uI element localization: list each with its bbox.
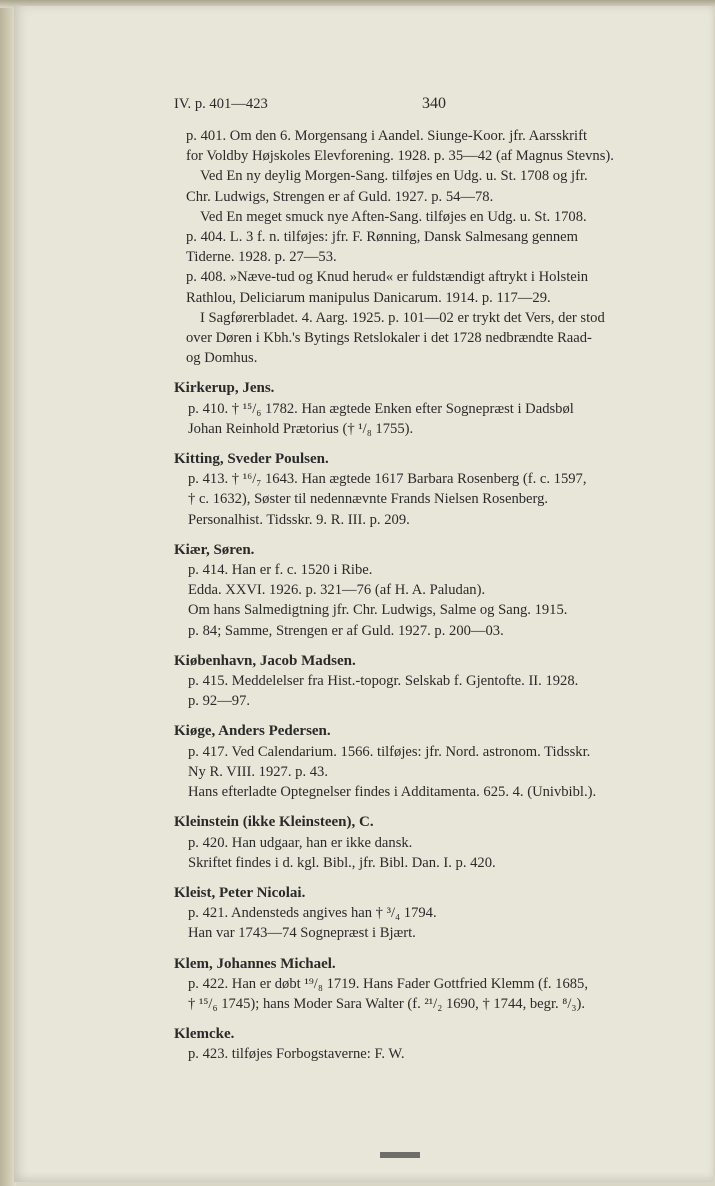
entry-heading: Klemcke.	[174, 1026, 235, 1043]
text-line: Om hans Salmedigtning jfr. Chr. Ludwigs, Salme og Sang. 1915.	[188, 602, 568, 619]
text-line: p. 401. Om den 6. Morgensang i Aandel. Siunge-Koor. jfr. Aarsskrift	[186, 128, 588, 144]
text-line: Ved En meget smuck nye Aften-Sang. tilføjes en Udg. u. St. 1708.	[200, 208, 587, 225]
text-line: Chr. Ludwigs, Strengen er af Guld. 1927. p. 54—78.	[186, 188, 494, 205]
entry-heading: Kitting, Sveder Poulsen.	[174, 451, 329, 468]
entry-kiaer	[174, 540, 684, 641]
text-line: p. 415. Meddelelser fra Hist.-topogr. Selskab f. Gjentofte. II. 1928.	[188, 673, 579, 690]
entry-heading: Kleist, Peter Nicolai.	[174, 884, 306, 901]
text-line: Skriftet findes i d. kgl. Bibl., jfr. Bibl. Dan. I. p. 420.	[188, 854, 496, 871]
text-line: p. 413. † ¹⁶/₇ 1643. Han ægtede 1617 Barbara Rosenberg (f. c. 1597,	[188, 471, 587, 488]
entry-kioge	[174, 721, 684, 802]
entry-klemcke	[174, 1024, 684, 1064]
entry-kitting	[174, 449, 684, 530]
intro-notes	[186, 126, 684, 368]
printer-mark	[380, 1152, 420, 1158]
entry-kleinstein	[174, 812, 684, 873]
text-line: p. 404. L. 3 f. n. tilføjes: jfr. F. Rønning, Dansk Salmesang gennem	[186, 229, 579, 246]
page-number: 340	[422, 95, 446, 112]
text-line: Han var 1743—74 Sognepræst i Bjært.	[188, 925, 416, 942]
text-line: Ny R. VIII. 1927. p. 43.	[188, 763, 328, 780]
text-line: Personalhist. Tidsskr. 9. R. III. p. 209.	[188, 511, 410, 528]
text-line: p. 410. † ¹⁵/₆ 1782. Han ægtede Enken efter Sognepræst i Dadsbøl	[188, 400, 574, 417]
text-line: Ved En ny deylig Morgen-Sang. tilføjes en Udg. u. St. 1708 og jfr.	[200, 168, 588, 185]
entry-heading: Kleinstein (ikke Kleinsteen), C.	[174, 814, 374, 831]
text-line: I Sagførerbladet. 4. Aarg. 1925. p. 101—02 er trykt det Vers, der stod	[200, 309, 605, 326]
text-line: Rathlou, Deliciarum manipulus Danicarum. 1914. p. 117—29.	[186, 289, 551, 306]
text-line: over Døren i Kbh.'s Bytings Retslokaler i det 1728 nedbrændte Raad-	[186, 330, 592, 347]
text-line: for Voldby Højskoles Elevforening. 1928. p. 35—42 (af Magnus Stevns).	[186, 148, 614, 165]
entry-kirkerup	[174, 378, 684, 439]
text-line: p. 92—97.	[188, 693, 251, 710]
text-line: p. 423. tilføjes Forbogstaverne: F. W.	[188, 1046, 405, 1063]
text-line: Edda. XXVI. 1926. p. 321—76 (af H. A. Paludan).	[188, 582, 486, 599]
entry-kleist	[174, 883, 684, 944]
text-line: p. 422. Han er døbt ¹⁹/₈ 1719. Hans Fader Gottfried Klemm (f. 1685,	[188, 975, 588, 992]
text-line: p. 417. Ved Calendarium. 1566. tilføjes: jfr. Nord. astronom. Tidsskr.	[188, 743, 591, 760]
entry-heading: Kirkerup, Jens.	[174, 380, 275, 397]
text-line: p. 420. Han udgaar, han er ikke dansk.	[188, 834, 413, 851]
text-line: og Domhus.	[186, 350, 258, 367]
text-line: † c. 1632), Søster til nedennævnte Frands Nielsen Rosenberg.	[188, 491, 549, 508]
entry-kiobenhavn	[174, 651, 684, 712]
text-line: p. 408. »Næve-tud og Knud herud« er fuldstændigt aftrykt i Holstein	[186, 269, 589, 286]
text-line: Tiderne. 1928. p. 27—53.	[186, 249, 337, 266]
text-line: Hans efterladte Optegnelser findes i Additamenta. 625. 4. (Univbibl.).	[188, 784, 597, 801]
text-line: † ¹⁵/₆ 1745); hans Moder Sara Walter (f. ²¹/₂ 1690, † 1744, begr. ⁸/₃).	[188, 995, 586, 1012]
running-head	[174, 90, 684, 118]
entry-klem	[174, 954, 684, 1015]
text-line: p. 414. Han er f. c. 1520 i Ribe.	[188, 562, 373, 579]
page-content	[174, 90, 684, 1065]
entry-heading: Kiær, Søren.	[174, 541, 255, 558]
entry-heading: Kiøbenhavn, Jacob Madsen.	[174, 652, 356, 669]
entry-heading: Kiøge, Anders Pedersen.	[174, 723, 331, 740]
entry-heading: Klem, Johannes Michael.	[174, 955, 336, 972]
text-line: p. 84; Samme, Strengen er af Guld. 1927. p. 200—03.	[188, 622, 504, 639]
text-line: Johan Reinhold Prætorius († ¹/₈ 1755).	[188, 420, 414, 437]
page-range: IV. p. 401—423	[174, 96, 268, 112]
text-line: p. 421. Andensteds angives han † ³/₄ 1794.	[188, 905, 437, 922]
